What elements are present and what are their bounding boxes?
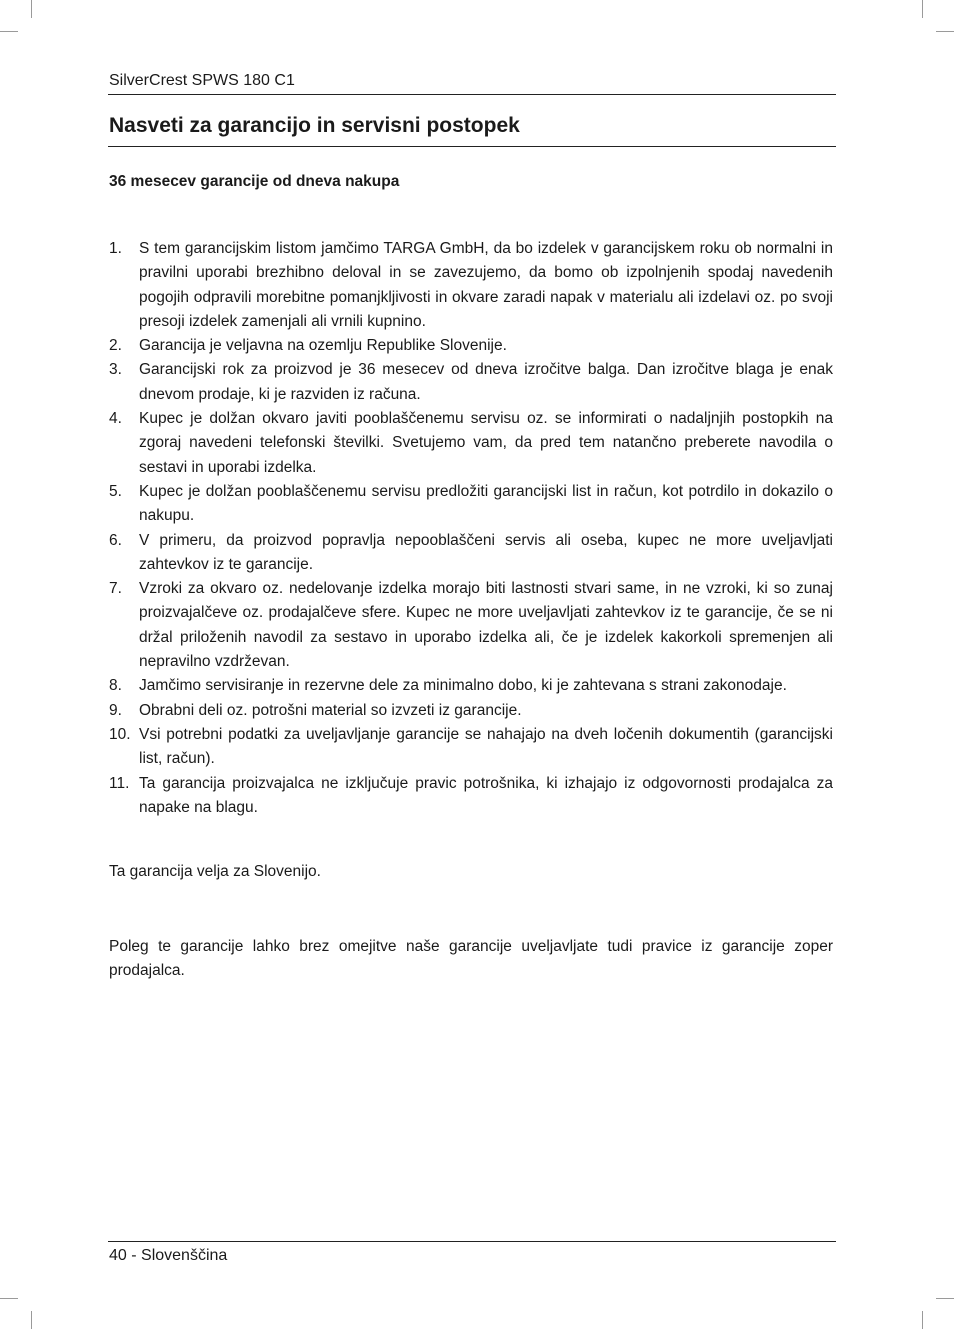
crop-mark-top-left-vertical [31, 0, 32, 18]
list-item [109, 237, 833, 334]
list-item [109, 674, 833, 698]
section-subtitle: 36 mesecev garancije od dneva nakupa [109, 173, 400, 190]
list-item-number: 7. [109, 580, 122, 598]
seller-rights-note: Poleg te garancije lahko brez omejitve naše garancije uveljavljate tudi pravice iz garancije zoper prodajalca. [109, 938, 833, 980]
list-item-text: Kupec je dolžan okvaro javiti pooblaščenemu servisu oz. se informirati o nadaljnjih postopkih na zgoraj navedeni telefonski številki. Svetujemo vam, da pred tem natančno preberete navodila o sestavi in uporabi izdelka. [139, 410, 833, 476]
section-title: Nasveti za garancijo in servisni postopek [109, 114, 520, 137]
crop-mark-top-right-vertical [922, 0, 923, 18]
crop-mark-top-left-horizontal [0, 31, 18, 32]
list-item-text: S tem garancijskim listom jamčimo TARGA GmbH, da bo izdelek v garancijskem roku ob normalni in pravilni uporabi brezhibno deloval in se zavezujemo, da bomo ob izpolnjenih spodaj navedenih pogojih odpravili morebitne pomanjkljivosti in okvare zaradi napak v materialu ali izdelavi oz. po svoji presoji izdelek zamenjali ali vrnili kupnino. [139, 240, 833, 330]
list-item [109, 723, 833, 772]
list-item [109, 480, 833, 529]
list-item-number: 11. [109, 774, 130, 792]
footer-rule [108, 1241, 836, 1242]
list-item [109, 772, 833, 821]
list-item [109, 334, 833, 358]
crop-mark-bottom-right-horizontal [936, 1298, 954, 1299]
list-item-text: Obrabni deli oz. potrošni material so izvzeti iz garancije. [139, 701, 522, 719]
header-rule [108, 94, 836, 95]
list-item-number: 8. [109, 677, 122, 695]
list-item-text: Garancijski rok za proizvod je 36 mesecev od dneva izročitve balga. Dan izročitve blaga je enak dnevom prodaje, ki je razviden iz računa. [139, 361, 833, 403]
crop-mark-bottom-left-vertical [31, 1311, 32, 1329]
warranty-terms-list [109, 237, 833, 820]
title-rule [108, 146, 836, 147]
list-item-text: Kupec je dolžan pooblaščenemu servisu predložiti garancijski list in račun, kot potrdilo in dokazilo o nakupu. [139, 482, 833, 525]
list-item-text: V primeru, da proizvod popravlja nepooblaščeni servis ali oseba, kupec ne more uveljavljati zahtevkov iz te garancije. [139, 531, 833, 573]
list-item-number: 9. [109, 701, 122, 719]
crop-mark-top-right-horizontal [936, 31, 954, 32]
list-item-text: Jamčimo servisiranje in rezervne dele za minimalno dobo, ki je zahtevana s strani zakonodaje. [139, 677, 787, 695]
running-header: SilverCrest SPWS 180 C1 [109, 72, 295, 89]
list-item [109, 529, 833, 578]
page-number: 40 - Slovenščina [109, 1247, 228, 1264]
list-item [109, 407, 833, 480]
list-item [109, 699, 833, 723]
crop-mark-bottom-left-horizontal [0, 1298, 18, 1299]
list-item [109, 358, 833, 407]
list-item-number: 2. [109, 337, 122, 355]
list-item-number: 5. [109, 482, 122, 500]
list-item-number: 3. [109, 361, 122, 379]
list-item-text: Garancija je veljavna na ozemlju Republike Slovenije. [139, 337, 507, 355]
list-item-text: Vzroki za okvaro oz. nedelovanje izdelka morajo biti lastnosti stvari same, in ne vzroki, ki so zunaj proizvajalčeve oz. prodajalčeve sfere. Kupec ne more uveljavljati zahtevkov iz te garancije, če se ni držal priloženih navodil za sestavo in uporabo izdelka ali, če je izdelek kakorkoli spremenjen ali nepravilno vzdrževan. [139, 580, 833, 671]
list-item-number: 4. [109, 410, 122, 428]
list-item-number: 10. [109, 725, 131, 743]
list-item-number: 6. [109, 531, 122, 549]
list-item-text: Vsi potrebni podatki za uveljavljanje garancije se nahajajo na dveh ločenih dokumentih (garancijski list, račun). [139, 725, 833, 768]
list-item-text: Ta garancija proizvajalca ne izključuje pravic potrošnika, ki izhajajo iz odgovornosti prodajalca za napake na blagu. [139, 774, 833, 816]
validity-note: Ta garancija velja za Slovenijo. [109, 863, 321, 880]
list-item-number: 1. [109, 240, 122, 257]
crop-mark-bottom-right-vertical [922, 1311, 923, 1329]
list-item [109, 577, 833, 674]
